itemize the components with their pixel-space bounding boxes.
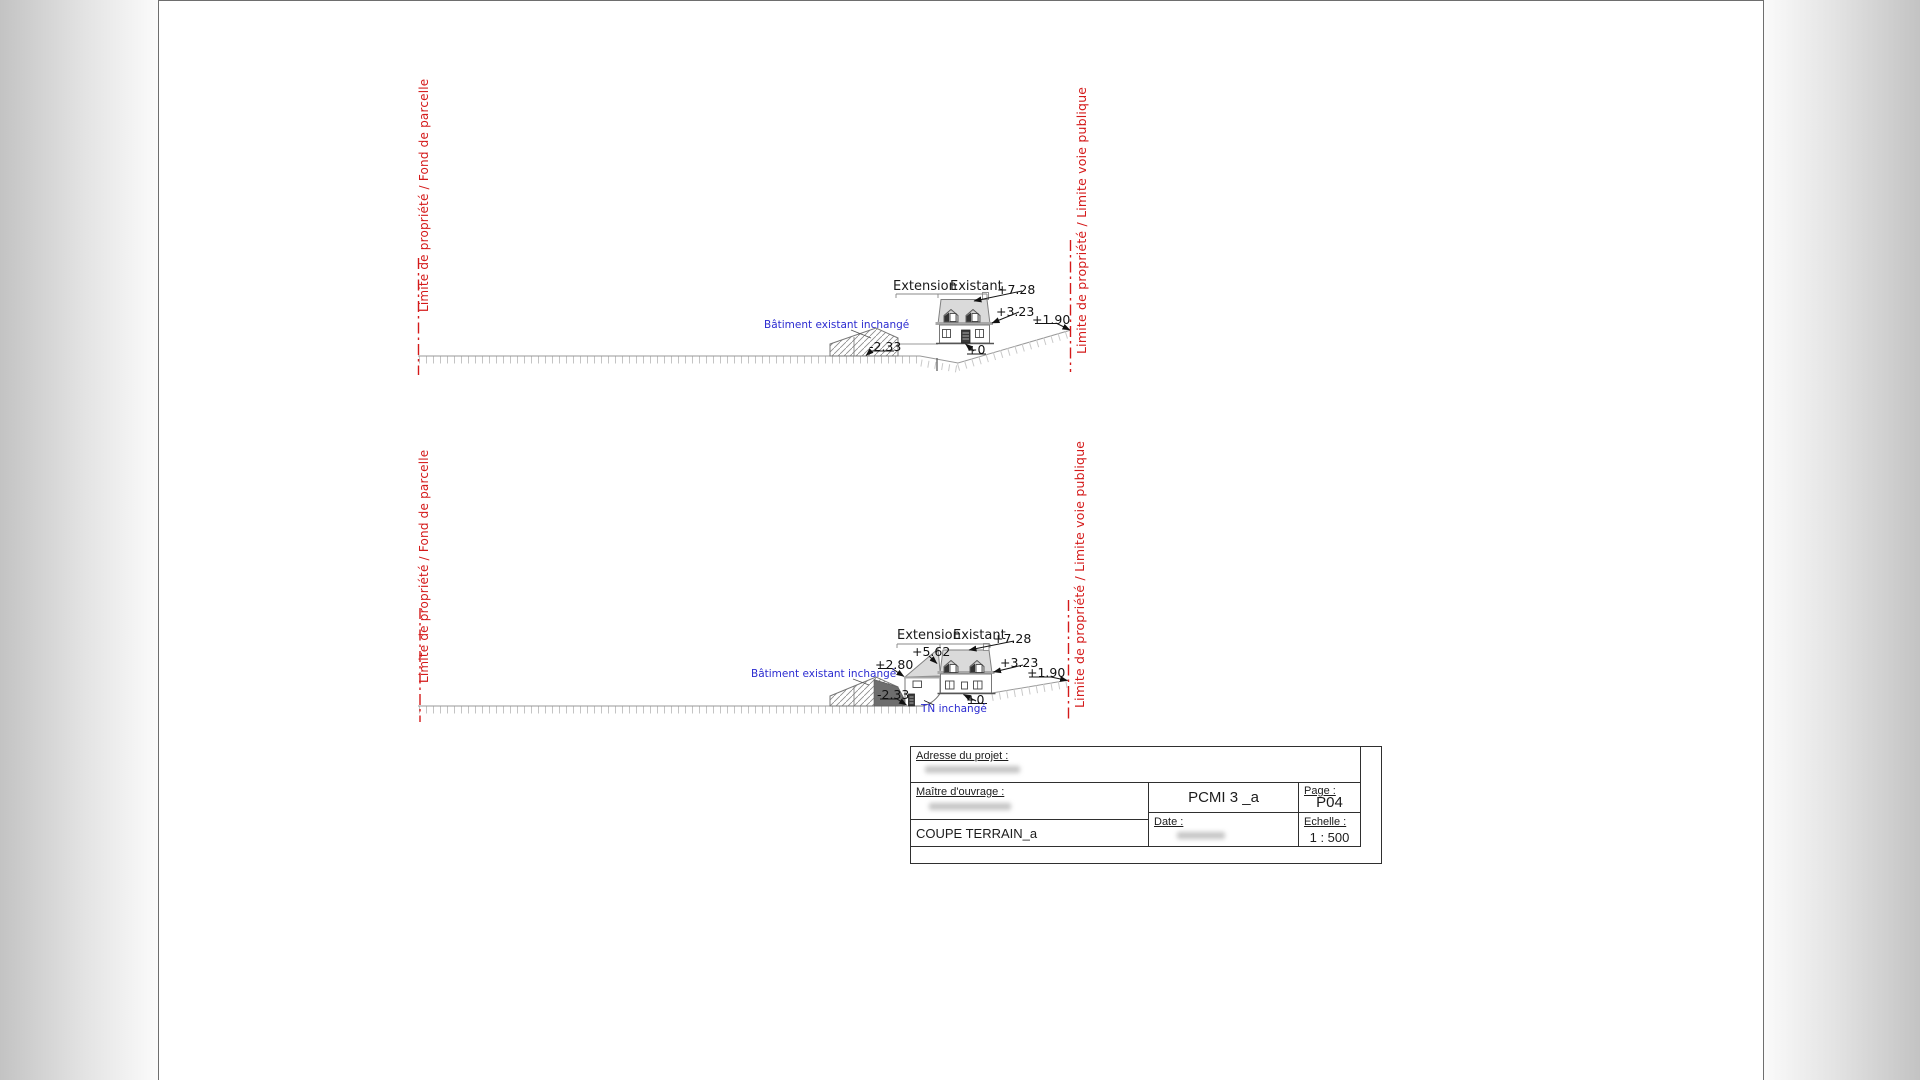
dim-street-top: +1.90 [1032,312,1071,327]
limit-right-label-top: Limite de propriété / Limite voie publique [1074,86,1089,354]
title-block-address-cell [911,747,1361,783]
page-label: Page : [1304,785,1336,797]
title-block [910,746,1382,864]
address-label: Adresse du projet : [916,750,1009,762]
date-value-redacted [1177,832,1225,839]
zone-label-extension-bottom: Extension [897,628,961,643]
dim-low-bottom: -2.33 [877,687,910,702]
title-block-title-cell [911,820,1149,847]
note-existing-building-bottom: Bâtiment existant inchangé [751,668,897,680]
reference-code: PCMI 3 _a [1188,789,1259,806]
dim-eave-top: +3.23 [996,304,1035,319]
owner-value-redacted [929,803,1011,810]
dim-zero-bottom: +0 [966,692,985,707]
dim-low-top: -2.33 [869,339,902,354]
dim-zero-top: +0 [967,342,986,357]
zone-label-extension-top: Extension [893,279,957,294]
note-tn-bottom: TN inchangé [921,703,987,715]
owner-label: Maître d'ouvrage : [916,786,1005,798]
limit-right-label-bottom: Limite de propriété / Limite voie publique [1072,440,1087,708]
zone-label-existant-top: Existant [950,279,1003,294]
page-value: P04 [1316,794,1343,811]
limit-left-label-top: Limite de propriété / Fond de parcelle [417,78,431,312]
date-label: Date : [1154,816,1184,828]
title-block-page-cell [1299,783,1361,813]
note-existing-building-top: Bâtiment existant inchangé [764,319,910,331]
zone-label-existant-bottom: Existant [953,628,1006,643]
dim-ext-eave-bottom: +2.80 [875,657,914,672]
drawing-title: COUPE TERRAIN_a [916,825,1038,841]
scale-label: Echelle : [1304,816,1347,828]
dim-ridge-top: +7.28 [997,282,1036,297]
scale-value: 1 : 500 [1309,830,1350,845]
dim-ext-ridge-bottom: +5.62 [912,644,951,659]
dim-ridge-bottom: +7.28 [993,631,1032,646]
title-block-scale-cell [1299,813,1361,847]
dim-street-bottom: +1.90 [1027,665,1066,680]
limit-left-label-bottom: Limite de propriété / Fond de parcelle [417,449,431,683]
title-block-owner-cell [911,783,1149,820]
dim-eave-bottom: +3.23 [1000,655,1039,670]
title-block-date-cell [1149,813,1299,847]
address-value-redacted [925,766,1020,773]
title-block-reference-cell [1149,783,1299,813]
